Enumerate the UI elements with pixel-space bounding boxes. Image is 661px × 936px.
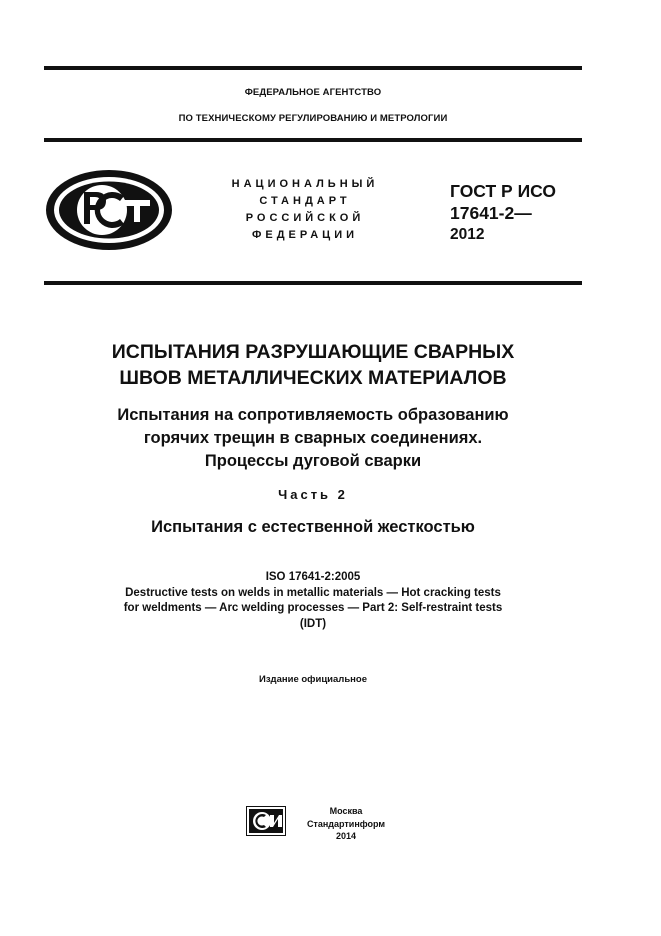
national-standard-line3: РОССИЙСКОЙ — [245, 212, 365, 224]
part-title: Испытания с естественной жесткостью — [151, 518, 475, 536]
iso-title-line2: for weldments — Arc welding processes — Part 2: Self-restraint tests — [123, 602, 503, 614]
document-subtitle-line1: Испытания на сопротивляемость образованию — [117, 406, 509, 424]
publisher-block — [296, 805, 396, 843]
document-title-line1: ИСПЫТАНИЯ РАЗРУШАЮЩИЕ СВАРНЫХ — [111, 341, 515, 363]
publisher-city: Москва — [329, 806, 363, 816]
header-divider — [44, 138, 582, 142]
bottom-header-rule — [44, 281, 582, 285]
agency-name-line2: ПО ТЕХНИЧЕСКОМУ РЕГУЛИРОВАНИЮ И МЕТРОЛОГИИ — [178, 113, 448, 124]
top-rule — [44, 66, 582, 70]
national-standard-label — [205, 176, 405, 244]
national-standard-line2: СТАНДАРТ — [259, 195, 351, 207]
iso-code: ISO 17641-2:2005 — [265, 571, 361, 583]
rst-logo-icon — [44, 168, 174, 252]
iso-reference — [44, 570, 582, 632]
publisher-name: Стандартинформ — [306, 818, 386, 829]
agency-name-line1: ФЕДЕРАЛЬНОЕ АГЕНТСТВО — [244, 87, 382, 98]
part-label: Часть 2 — [278, 487, 348, 502]
standartinform-logo-icon — [246, 806, 286, 836]
document-subtitle — [44, 404, 582, 473]
document-title — [44, 339, 582, 391]
publisher-year: 2014 — [335, 831, 357, 841]
iso-title-line3: (IDT) — [299, 617, 327, 630]
national-standard-line1: НАЦИОНАЛЬНЫЙ — [231, 178, 379, 190]
standard-number-line1: ГОСТ Р ИСО — [450, 181, 556, 201]
standard-number-line2: 17641-2— — [450, 203, 532, 223]
edition-label: Издание официальное — [259, 674, 367, 685]
iso-title-line1: Destructive tests on welds in metallic materials — Hot cracking tests — [125, 586, 501, 599]
document-title-line2: ШВОВ МЕТАЛЛИЧЕСКИХ МАТЕРИАЛОВ — [119, 367, 507, 389]
national-standard-line4: ФЕДЕРАЦИИ — [251, 229, 359, 241]
standard-number — [450, 180, 590, 246]
document-subtitle-line2: горячих трещин в сварных соединениях. — [143, 429, 483, 447]
standard-number-line3: 2012 — [450, 226, 485, 243]
document-subtitle-line3: Процессы дуговой сварки — [204, 452, 422, 470]
